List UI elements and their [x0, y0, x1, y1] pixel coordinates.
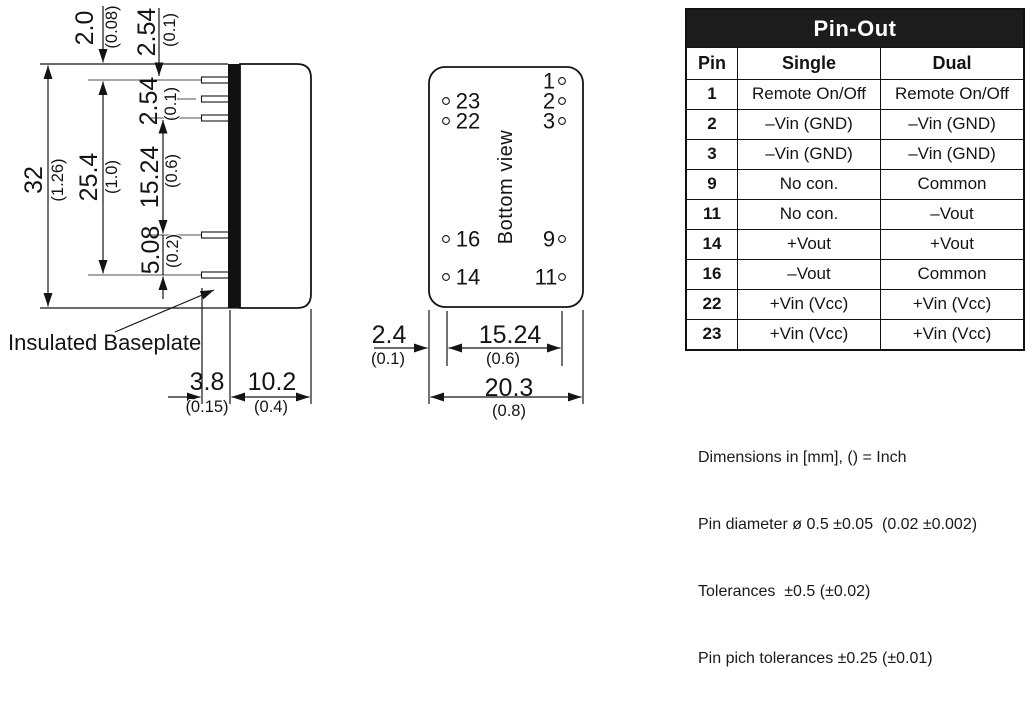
- note-line-2: Pin diameter ø 0.5 ±0.05 (0.02 ±0.002): [698, 516, 978, 534]
- cell-single: No con.: [737, 169, 880, 199]
- pin-label-9: 9: [542, 226, 556, 252]
- note-line-4: Pin pich tolerances ±0.25 (±0.01): [698, 650, 933, 668]
- bottom-view: [371, 67, 583, 420]
- cell-single: Remote On/Off: [737, 79, 880, 109]
- dim-top-in: (0.08): [103, 5, 121, 49]
- cell-dual: +Vout: [880, 229, 1023, 259]
- pinout-table-title: Pin-Out: [687, 10, 1023, 47]
- dim-width-in: (0.8): [492, 402, 526, 420]
- insulated-baseplate-label: Insulated Baseplate: [8, 330, 202, 355]
- bottom-view-title: Bottom view: [495, 129, 517, 245]
- cell-dual: Common: [880, 259, 1023, 289]
- pin-hole-23: [443, 98, 450, 105]
- dim-low-in: (0.2): [164, 234, 182, 268]
- dim-gap-mm: 15.24: [136, 145, 164, 209]
- pin-lead: [202, 232, 230, 238]
- pin-label-14: 14: [455, 264, 481, 290]
- baseplate-bar: [228, 64, 240, 308]
- pin-label-1: 1: [542, 68, 556, 94]
- pin-label-22: 22: [455, 108, 481, 134]
- dim-pitch1-in: (0.1): [161, 13, 179, 47]
- pin-lead: [202, 115, 230, 121]
- cell-pin: 2: [687, 109, 737, 139]
- cell-single: +Vin (Vcc): [737, 319, 880, 349]
- dim-pinlen-in: (0.15): [185, 398, 229, 416]
- dim-pitch2-in: (0.1): [162, 87, 180, 121]
- pin-label-11: 11: [534, 264, 558, 290]
- cell-dual: +Vin (Vcc): [880, 319, 1023, 349]
- cell-pin: 1: [687, 79, 737, 109]
- cell-pin: 14: [687, 229, 737, 259]
- pin-hole-11: [559, 274, 566, 281]
- pin-label-16: 16: [455, 226, 481, 252]
- pin-lead: [202, 272, 230, 278]
- cell-pin: 23: [687, 319, 737, 349]
- note-line-1: Dimensions in [mm], () = Inch: [698, 448, 907, 466]
- dim-pinspan-in: (1.0): [103, 160, 121, 194]
- dim-top-mm: 2.0: [71, 10, 99, 46]
- cell-single: +Vin (Vcc): [737, 289, 880, 319]
- pin-hole-9: [559, 236, 566, 243]
- dim-height-in: (1.26): [49, 158, 67, 202]
- note-line-3: Tolerances ±0.5 (±0.02): [698, 583, 871, 601]
- mechanical-drawing: [0, 0, 660, 501]
- cell-dual: Remote On/Off: [880, 79, 1023, 109]
- cell-dual: –Vin (GND): [880, 139, 1023, 169]
- baseplate-leader-line: [115, 290, 214, 332]
- column-header-single: Single: [737, 47, 880, 79]
- cell-pin: 16: [687, 259, 737, 289]
- pin-hole-1: [559, 78, 566, 85]
- pin-lead: [202, 96, 230, 102]
- column-header-pin: Pin: [687, 47, 737, 79]
- cell-single: –Vout: [737, 259, 880, 289]
- dim-pitch1-mm: 2.54: [133, 7, 161, 57]
- dim-span-mm: 15.24: [478, 321, 542, 349]
- dim-height-mm: 32: [20, 166, 48, 194]
- cell-pin: 22: [687, 289, 737, 319]
- pinout-table: [685, 8, 1025, 351]
- dim-gap-in: (0.6): [163, 154, 181, 188]
- cell-pin: 9: [687, 169, 737, 199]
- cell-pin: 11: [687, 199, 737, 229]
- pin-label-23: 23: [455, 88, 481, 114]
- dim-edge-mm: 2.4: [371, 321, 407, 349]
- cell-dual: –Vin (GND): [880, 109, 1023, 139]
- pin-hole-2: [559, 98, 566, 105]
- cell-dual: –Vout: [880, 199, 1023, 229]
- dim-edge-in: (0.1): [371, 350, 405, 368]
- pin-hole-16: [443, 236, 450, 243]
- column-header-dual: Dual: [880, 47, 1023, 79]
- cell-single: –Vin (GND): [737, 109, 880, 139]
- side-view: [8, 5, 311, 416]
- pin-label-3: 3: [542, 108, 556, 134]
- cell-dual: +Vin (Vcc): [880, 289, 1023, 319]
- cell-dual: Common: [880, 169, 1023, 199]
- dim-depth-mm: 10.2: [247, 368, 297, 396]
- dim-span-in: (0.6): [486, 350, 520, 368]
- dim-depth-in: (0.4): [254, 398, 288, 416]
- pin-hole-22: [443, 118, 450, 125]
- dim-pitch2-mm: 2.54: [135, 76, 163, 126]
- cell-single: +Vout: [737, 229, 880, 259]
- pin-hole-14: [443, 274, 450, 281]
- dim-pinlen-mm: 3.8: [189, 368, 225, 396]
- cell-pin: 3: [687, 139, 737, 169]
- module-body: [240, 64, 311, 308]
- cell-single: –Vin (GND): [737, 139, 880, 169]
- dimension-notes: [698, 402, 977, 716]
- dim-low-mm: 5.08: [137, 225, 165, 275]
- dim-pinspan-mm: 25.4: [75, 152, 103, 202]
- pin-hole-3: [559, 118, 566, 125]
- dim-width-mm: 20.3: [484, 374, 534, 402]
- cell-single: No con.: [737, 199, 880, 229]
- pin-lead: [202, 77, 230, 83]
- pin-label-2: 2: [542, 88, 556, 114]
- pinout-table-grid: [687, 47, 1023, 349]
